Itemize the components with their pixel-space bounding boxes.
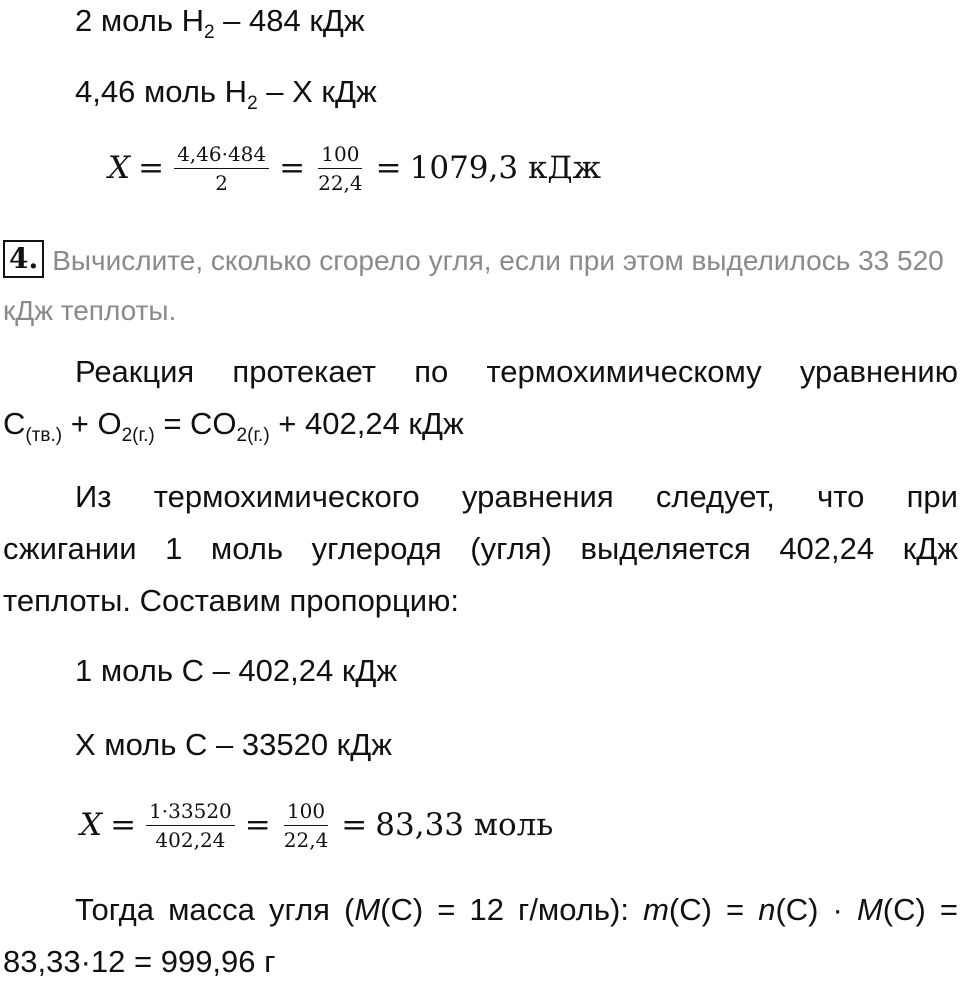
reaction-equation (3, 398, 958, 450)
subscript: 2 (203, 22, 215, 43)
text-segment: – X кДж (257, 74, 377, 109)
equals-sign: = (138, 150, 165, 186)
text-segment: (C) = (668, 892, 759, 927)
text-segment: Тогда масса угля ( (75, 892, 355, 927)
proportion-line-h2-x (75, 73, 377, 114)
fraction (281, 798, 332, 853)
text-segment: (C) = (882, 892, 958, 927)
paragraph-line: Реакция протекает по термохимическому уравнению (75, 354, 958, 389)
fraction-denominator: 2 (215, 170, 228, 195)
paragraph-line: сжигании 1 моль углеродя (угля) выделяется 402,24 кДж (3, 531, 958, 566)
explanation-paragraph (3, 471, 958, 627)
fraction (315, 141, 366, 196)
symbol-mass: m (643, 892, 669, 927)
symbol-molar-mass: M (856, 892, 883, 927)
text-segment: = CO (154, 406, 237, 441)
symbol-molar-mass: M (354, 892, 381, 927)
equals-sign: = (341, 807, 368, 843)
equals-sign: = (244, 807, 271, 843)
text-segment: (C) · (775, 892, 857, 927)
fraction-numerator: 100 (318, 141, 362, 169)
equals-sign: = (110, 807, 137, 843)
text-segment: + O (62, 406, 122, 441)
text-segment: C (3, 406, 26, 441)
text-segment: 4,46 моль H (75, 74, 248, 109)
formula-result: 83,33 моль (375, 807, 554, 843)
proportion-line-h2-484 (75, 2, 365, 43)
formula-variable: X (80, 807, 103, 843)
fraction-denominator: 22,4 (283, 827, 329, 852)
paragraph-line: теплоты. Составим пропорцию: (3, 583, 459, 618)
text-segment: 2 моль H (75, 3, 204, 38)
paragraph-line: Из термохимического уравнения следует, что при (75, 479, 958, 514)
fraction-numerator: 100 (284, 798, 328, 826)
subscript: (тв.) (25, 425, 63, 446)
fraction (174, 141, 269, 196)
text-segment: + 402,24 кДж (269, 406, 464, 441)
paragraph-line: 83,33·12 = 999,96 г (3, 944, 276, 979)
task-statement (3, 236, 953, 336)
fraction-numerator: 1·33520 (146, 798, 235, 826)
paragraph-line (3, 884, 958, 936)
formula-x-kj (108, 135, 601, 201)
fraction (146, 798, 235, 853)
text-segment: – 484 кДж (214, 3, 365, 38)
proportion-line-c-x: X моль C – 33520 кДж (75, 727, 392, 762)
formula-x-mol (80, 792, 553, 858)
fraction-numerator: 4,46·484 (174, 141, 269, 169)
fraction-denominator: 22,4 (318, 170, 363, 195)
task-number-badge: 4. (3, 240, 44, 278)
conclusion-paragraph (3, 884, 958, 988)
subscript: 2(г.) (236, 425, 270, 446)
fraction-denominator: 402,24 (155, 827, 226, 852)
symbol-amount: n (758, 892, 776, 927)
task-text: Вычислите, сколько сгорело угля, если при этом выделилось 33 520 кДж теплоты. (3, 245, 944, 326)
proportion-line-c-1: 1 моль C – 402,24 кДж (75, 653, 398, 688)
reaction-paragraph (3, 346, 958, 450)
equals-sign: = (375, 150, 402, 186)
formula-variable: X (108, 150, 131, 186)
equals-sign: = (279, 150, 306, 186)
subscript: 2 (247, 93, 258, 114)
subscript: 2(г.) (121, 425, 155, 446)
text-segment: (C) = 12 г/моль): (380, 892, 644, 927)
formula-result: 1079,3 кДж (409, 150, 602, 186)
